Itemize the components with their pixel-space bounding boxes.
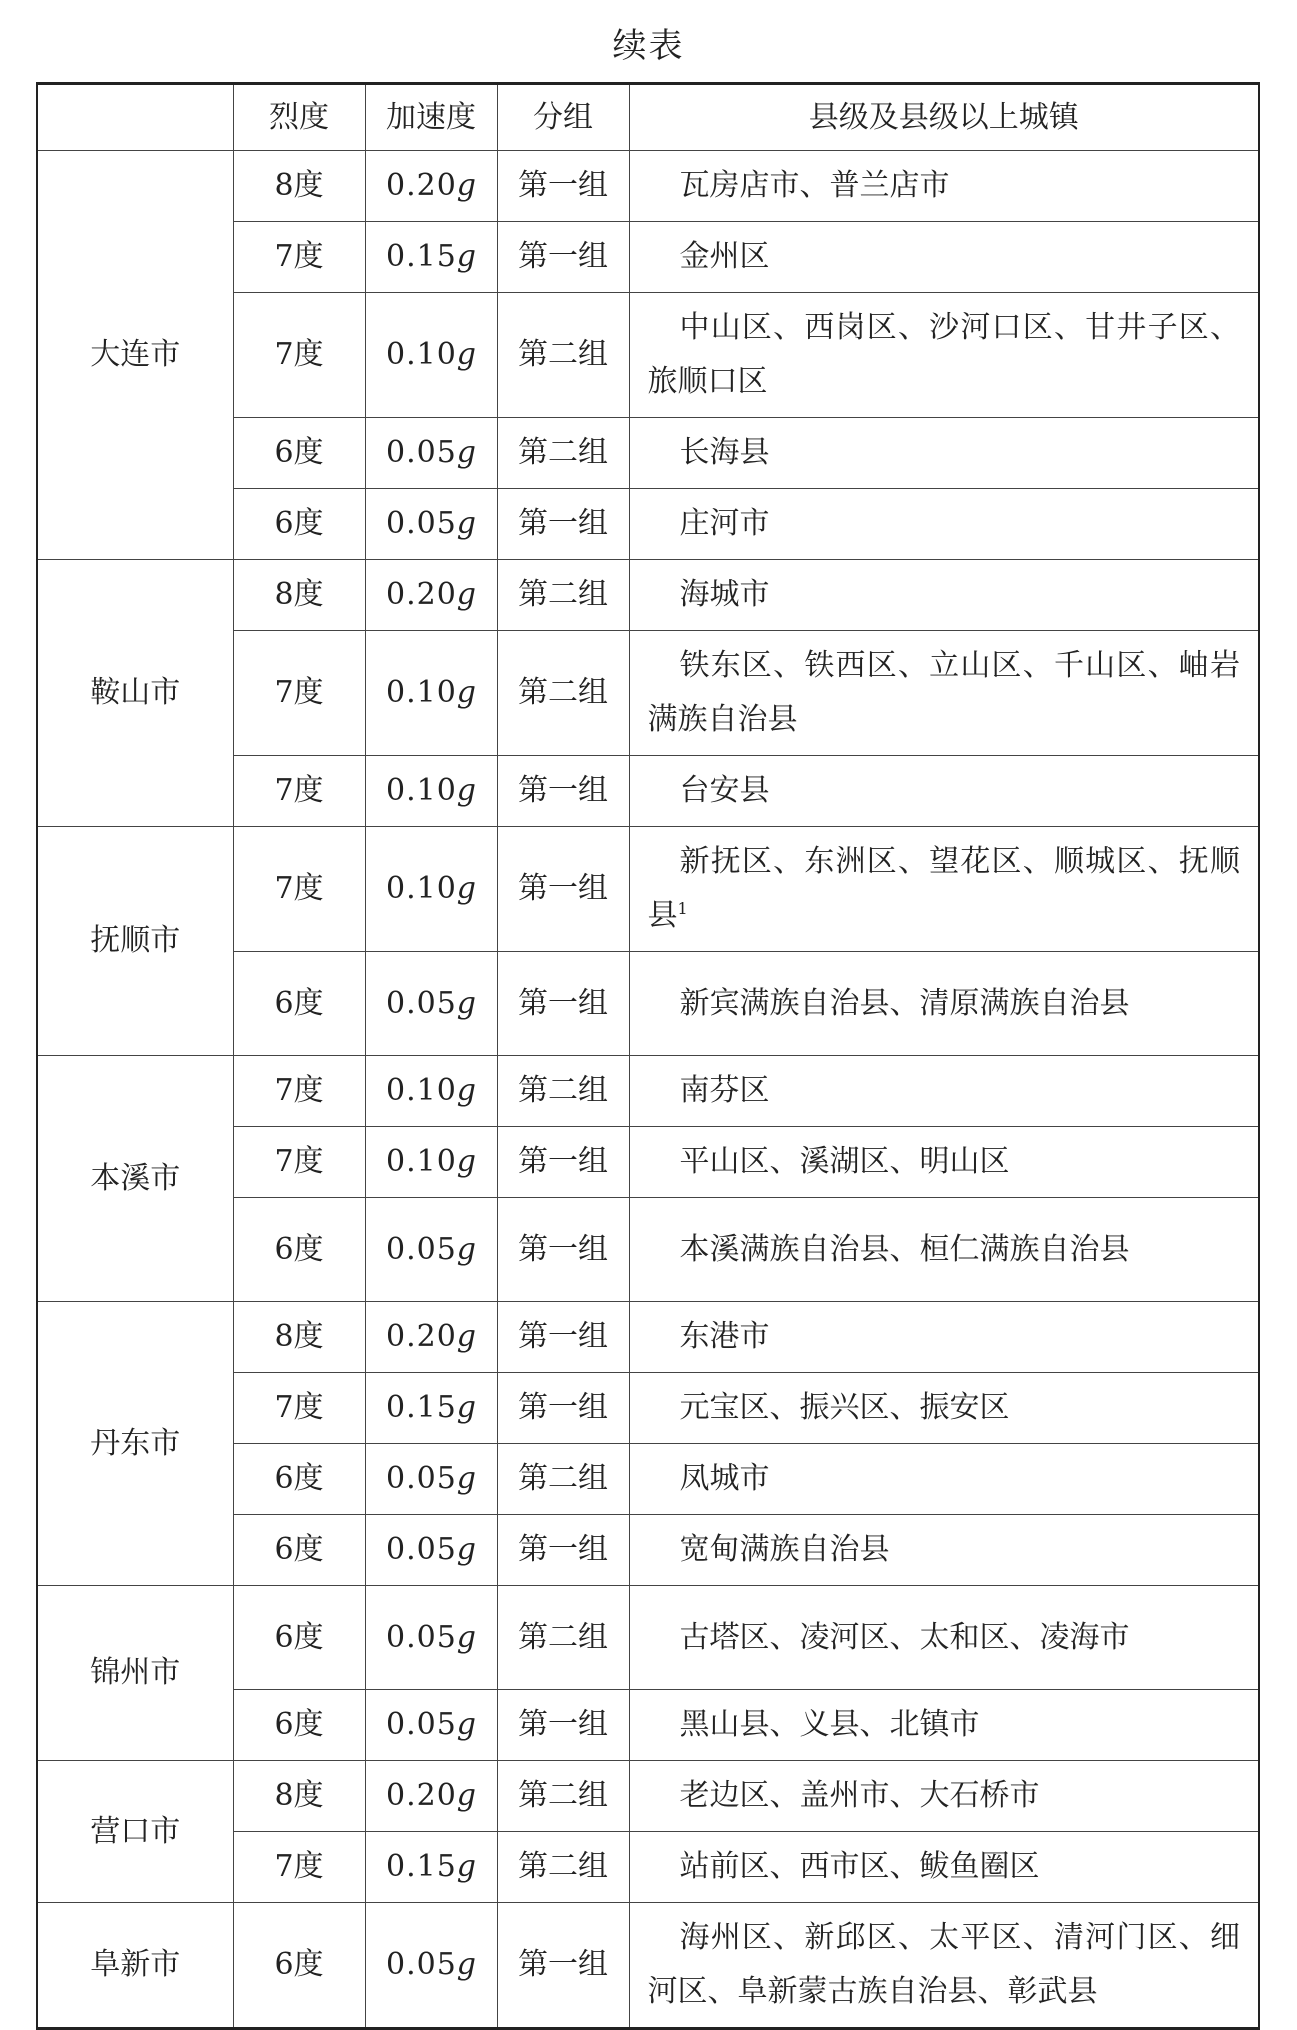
acceleration-cell	[365, 418, 497, 489]
intensity-cell: 7度	[233, 631, 365, 756]
acceleration-unit: g	[456, 168, 476, 203]
acceleration-cell	[365, 631, 497, 756]
acceleration-unit: g	[456, 1947, 476, 1982]
table-row	[37, 827, 1259, 952]
table-row	[37, 1056, 1259, 1127]
towns-cell	[629, 1690, 1259, 1761]
acceleration-value: 0.05	[385, 1619, 457, 1655]
group-cell: 第一组	[497, 1198, 629, 1302]
towns-cell	[629, 1444, 1259, 1515]
city-name-cell: 本溪市	[37, 1056, 233, 1302]
acceleration-unit: g	[456, 985, 476, 1021]
acceleration-cell	[365, 1761, 497, 1832]
table-row	[37, 1903, 1259, 2029]
towns-text: 老边区、盖州市、大石桥市	[679, 1778, 1040, 1813]
acceleration-cell	[365, 560, 497, 631]
group-cell: 第二组	[497, 560, 629, 631]
acceleration-value: 0.10	[385, 1073, 457, 1108]
group-cell: 第二组	[497, 631, 629, 756]
city-name-cell: 抚顺市	[37, 827, 233, 1056]
acceleration-cell	[365, 1832, 497, 1903]
acceleration-cell	[365, 1444, 497, 1515]
city-name-cell: 丹东市	[37, 1302, 233, 1586]
city-name-cell: 鞍山市	[37, 560, 233, 827]
towns-cell	[629, 489, 1259, 560]
acceleration-unit: g	[456, 435, 476, 470]
acceleration-cell	[365, 827, 497, 952]
acceleration-cell	[365, 1056, 497, 1127]
group-cell: 第一组	[497, 151, 629, 222]
acceleration-unit: g	[456, 1461, 476, 1496]
towns-text: 海州区、新邱区、太平区、清河门区、细河区、阜新蒙古族自治县、彰武县	[647, 1920, 1240, 2009]
towns-cell	[629, 1761, 1259, 1832]
intensity-cell: 7度	[233, 1056, 365, 1127]
acceleration-unit: g	[456, 239, 476, 274]
table-row	[37, 1761, 1259, 1832]
acceleration-unit: g	[456, 337, 476, 372]
acceleration-value: 0.15	[385, 1390, 457, 1425]
group-cell: 第一组	[497, 222, 629, 293]
acceleration-cell	[365, 151, 497, 222]
towns-text: 瓦房店市、普兰店市	[679, 168, 950, 203]
city-name-cell: 锦州市	[37, 1586, 233, 1761]
group-cell: 第二组	[497, 1761, 629, 1832]
acceleration-unit: g	[456, 1319, 476, 1354]
towns-cell	[629, 1586, 1259, 1690]
acceleration-value: 0.15	[385, 239, 457, 274]
acceleration-value: 0.05	[385, 1707, 457, 1742]
acceleration-unit: g	[456, 1073, 476, 1108]
towns-cell	[629, 1056, 1259, 1127]
towns-text: 凤城市	[679, 1461, 770, 1496]
acceleration-value: 0.10	[385, 675, 457, 710]
towns-text: 古塔区、凌河区、太和区、凌海市	[679, 1619, 1130, 1655]
group-cell: 第一组	[497, 756, 629, 827]
towns-cell	[629, 1198, 1259, 1302]
acceleration-unit: g	[456, 773, 476, 808]
group-cell: 第一组	[497, 489, 629, 560]
table-body	[37, 151, 1259, 2029]
towns-text: 长海县	[679, 435, 770, 470]
acceleration-value: 0.20	[385, 1319, 457, 1354]
acceleration-cell	[365, 1515, 497, 1586]
header-group: 分组	[497, 84, 629, 151]
table-row	[37, 1586, 1259, 1690]
group-cell: 第一组	[497, 1373, 629, 1444]
towns-cell	[629, 1373, 1259, 1444]
table-caption: 续表	[612, 26, 685, 66]
city-name-cell: 阜新市	[37, 1903, 233, 2029]
group-cell: 第一组	[497, 827, 629, 952]
intensity-cell: 6度	[233, 1444, 365, 1515]
group-cell: 第一组	[497, 1302, 629, 1373]
towns-text: 新宾满族自治县、清原满族自治县	[679, 985, 1130, 1021]
intensity-cell: 7度	[233, 1832, 365, 1903]
acceleration-cell	[365, 756, 497, 827]
towns-cell	[629, 293, 1259, 418]
intensity-cell: 6度	[233, 1586, 365, 1690]
towns-text: 站前区、西市区、鲅鱼圈区	[679, 1849, 1040, 1884]
acceleration-unit: g	[456, 1778, 476, 1813]
table-row	[37, 560, 1259, 631]
towns-cell	[629, 1515, 1259, 1586]
acceleration-cell	[365, 1198, 497, 1302]
acceleration-unit: g	[456, 1707, 476, 1742]
towns-text: 东港市	[679, 1319, 770, 1354]
towns-cell	[629, 827, 1259, 952]
intensity-cell: 8度	[233, 1302, 365, 1373]
group-cell: 第二组	[497, 1056, 629, 1127]
acceleration-value: 0.05	[385, 1532, 457, 1567]
acceleration-cell	[365, 1302, 497, 1373]
intensity-cell: 6度	[233, 1690, 365, 1761]
acceleration-value: 0.10	[385, 773, 457, 808]
acceleration-unit: g	[456, 1849, 476, 1884]
towns-text: 中山区、西岗区、沙河口区、甘井子区、旅顺口区	[647, 310, 1240, 399]
towns-cell	[629, 756, 1259, 827]
table-header-row	[37, 84, 1259, 151]
acceleration-value: 0.20	[385, 577, 457, 612]
footnote-marker: 1	[677, 899, 688, 918]
acceleration-cell	[365, 222, 497, 293]
acceleration-value: 0.20	[385, 168, 457, 203]
towns-text: 本溪满族自治县、桓仁满族自治县	[679, 1231, 1130, 1267]
towns-text: 元宝区、振兴区、振安区	[679, 1390, 1010, 1425]
towns-cell	[629, 151, 1259, 222]
acceleration-cell	[365, 1127, 497, 1198]
intensity-cell: 6度	[233, 489, 365, 560]
intensity-cell: 8度	[233, 560, 365, 631]
intensity-cell: 7度	[233, 222, 365, 293]
towns-cell	[629, 222, 1259, 293]
group-cell: 第一组	[497, 952, 629, 1056]
towns-cell	[629, 1832, 1259, 1903]
acceleration-value: 0.10	[385, 337, 457, 372]
acceleration-cell	[365, 1690, 497, 1761]
intensity-cell: 7度	[233, 756, 365, 827]
towns-cell	[629, 952, 1259, 1056]
acceleration-value: 0.05	[385, 985, 457, 1021]
acceleration-cell	[365, 1586, 497, 1690]
group-cell: 第二组	[497, 1586, 629, 1690]
group-cell: 第一组	[497, 1515, 629, 1586]
towns-cell	[629, 418, 1259, 489]
acceleration-unit: g	[456, 1532, 476, 1567]
intensity-cell: 7度	[233, 293, 365, 418]
acceleration-unit: g	[456, 675, 476, 710]
towns-text: 金州区	[679, 239, 770, 274]
acceleration-value: 0.15	[385, 1849, 457, 1884]
header-intensity: 烈度	[233, 84, 365, 151]
acceleration-unit: g	[456, 871, 476, 906]
intensity-cell: 6度	[233, 952, 365, 1056]
seismic-intensity-table	[36, 82, 1260, 2030]
towns-cell	[629, 560, 1259, 631]
acceleration-cell	[365, 293, 497, 418]
acceleration-unit: g	[456, 1144, 476, 1179]
acceleration-unit: g	[456, 577, 476, 612]
intensity-cell: 6度	[233, 1515, 365, 1586]
acceleration-value: 0.05	[385, 435, 457, 470]
acceleration-value: 0.05	[385, 1947, 457, 1982]
towns-cell	[629, 631, 1259, 756]
towns-cell	[629, 1127, 1259, 1198]
group-cell: 第二组	[497, 418, 629, 489]
header-acceleration: 加速度	[365, 84, 497, 151]
acceleration-unit: g	[456, 506, 476, 541]
acceleration-value: 0.05	[385, 506, 457, 541]
group-cell: 第二组	[497, 1832, 629, 1903]
table-row	[37, 151, 1259, 222]
towns-text: 铁东区、铁西区、立山区、千山区、岫岩满族自治县	[647, 648, 1240, 737]
acceleration-cell	[365, 1903, 497, 2029]
acceleration-value: 0.10	[385, 871, 457, 906]
header-towns: 县级及县级以上城镇	[629, 84, 1259, 151]
towns-cell	[629, 1903, 1259, 2029]
intensity-cell: 8度	[233, 1761, 365, 1832]
towns-text: 海城市	[679, 577, 770, 612]
acceleration-value: 0.05	[385, 1461, 457, 1496]
intensity-cell: 7度	[233, 1127, 365, 1198]
city-name-cell: 大连市	[37, 151, 233, 560]
acceleration-value: 0.10	[385, 1144, 457, 1179]
acceleration-unit: g	[456, 1619, 476, 1655]
intensity-cell: 8度	[233, 151, 365, 222]
intensity-cell: 6度	[233, 1903, 365, 2029]
header-city	[37, 84, 233, 151]
intensity-cell: 6度	[233, 1198, 365, 1302]
acceleration-value: 0.05	[385, 1231, 457, 1267]
towns-text: 宽甸满族自治县	[679, 1532, 890, 1567]
intensity-cell: 7度	[233, 827, 365, 952]
towns-text: 黑山县、义县、北镇市	[679, 1707, 980, 1742]
intensity-cell: 6度	[233, 418, 365, 489]
towns-text: 台安县	[679, 773, 770, 808]
acceleration-unit: g	[456, 1231, 476, 1267]
group-cell: 第一组	[497, 1690, 629, 1761]
intensity-cell: 7度	[233, 1373, 365, 1444]
city-name-cell: 营口市	[37, 1761, 233, 1903]
table-row	[37, 1302, 1259, 1373]
acceleration-unit: g	[456, 1390, 476, 1425]
towns-text: 平山区、溪湖区、明山区	[679, 1144, 1010, 1179]
towns-text: 南芬区	[679, 1073, 770, 1108]
group-cell: 第二组	[497, 293, 629, 418]
acceleration-cell	[365, 1373, 497, 1444]
group-cell: 第二组	[497, 1444, 629, 1515]
towns-cell	[629, 1302, 1259, 1373]
group-cell: 第一组	[497, 1127, 629, 1198]
acceleration-cell	[365, 489, 497, 560]
towns-text: 新抚区、东洲区、望花区、顺城区、抚顺县	[647, 844, 1240, 933]
acceleration-cell	[365, 952, 497, 1056]
towns-text: 庄河市	[679, 506, 770, 541]
group-cell: 第一组	[497, 1903, 629, 2029]
acceleration-value: 0.20	[385, 1778, 457, 1813]
